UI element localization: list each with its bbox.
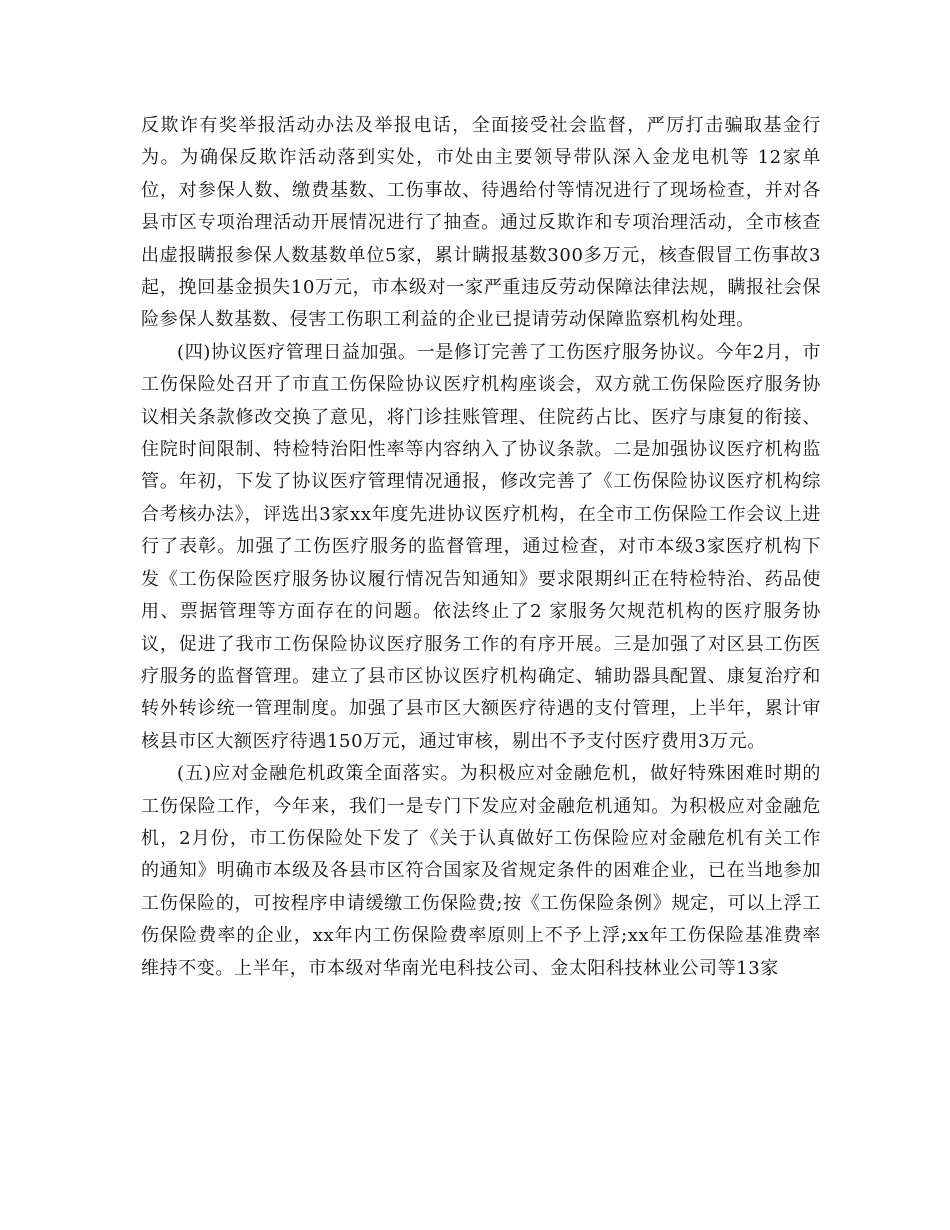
document-body — [141, 110, 821, 985]
paragraph-anti-fraud: 反欺诈有奖举报活动办法及举报电话，全面接受社会监督，严厉打击骗取基金行为。为确保反欺诈活动落到实处，市处由主要领导带队深入金龙电机等 12家单位，对参保人数、缴费基数、工伤事故、待遇给付等情况进行了现场检查，并对各县市区专项治理活动开展情况进行了抽查。通过反欺诈和专项治理活动，全市核查出虚报瞒报参保人数基数单位5家，累计瞒报基数300多万元，核查假冒工伤事故3起，挽回基金损失10万元，市本级对一家严重违反劳动保障法律法规，瞒报社会保险参保人数基数、侵害工伤职工利益的企业已提请劳动保障监察机构处理。 — [141, 115, 821, 331]
paragraph-medical-agreement-management: (四)协议医疗管理日益加强。一是修订完善了工伤医疗服务协议。今年2月，市工伤保险处召开了市直工伤保险协议医疗机构座谈会，双方就工伤保险医疗服务协议相关条款修改交换了意见，将门诊挂账管理、住院药占比、医疗与康复的衔接、住院时间限制、特检特治阳性率等内容纳入了协议条款。二是加强协议医疗机构监管。年初，下发了协议医疗管理情况通报，修改完善了《工伤保险协议医疗机构综合考核办法》，评选出3家xx年度先进协议医疗机构，在全市工伤保险工作会议上进行了表彰。加强了工伤医疗服务的监督管理，通过检查，对市本级3家医疗机构下发《工伤保险医疗服务协议履行情况告知通知》要求限期纠正在特检特治、药品使用、票据管理等方面存在的问题。依法终止了2 家服务欠规范机构的医疗服务协议，促进了我市工伤保险协议医疗服务工作的有序开展。三是加强了对区县工伤医疗服务的监督管理。建立了县市区协议医疗机构确定、辅助器具配置、康复治疗和转外转诊统一管理制度。加强了县市区大额医疗待遇的支付管理，上半年，累计审核县市区大额医疗待遇150万元，通过审核，剔出不予支付医疗费用3万元。 — [141, 341, 821, 752]
paragraph-financial-crisis-policy: (五)应对金融危机政策全面落实。为积极应对金融危机，做好特殊困难时期的工伤保险工作，今年来，我们一是专门下发应对金融危机通知。为积极应对金融危机，2月份，市工伤保险处下发了《关于认真做好工伤保险应对金融危机有关工作的通知》明确市本级及各县市区符合国家及省规定条件的困难企业，已在当地参加工伤保险的，可按程序申请缓缴工伤保险费;按《工伤保险条例》规定，可以上浮工伤保险费率的企业，xx年内工伤保险费率原则上不予上浮;xx年工伤保险基准费率维持不变。上半年，市本级对华南光电科技公司、金太阳科技林业公司等13家 — [141, 763, 821, 979]
